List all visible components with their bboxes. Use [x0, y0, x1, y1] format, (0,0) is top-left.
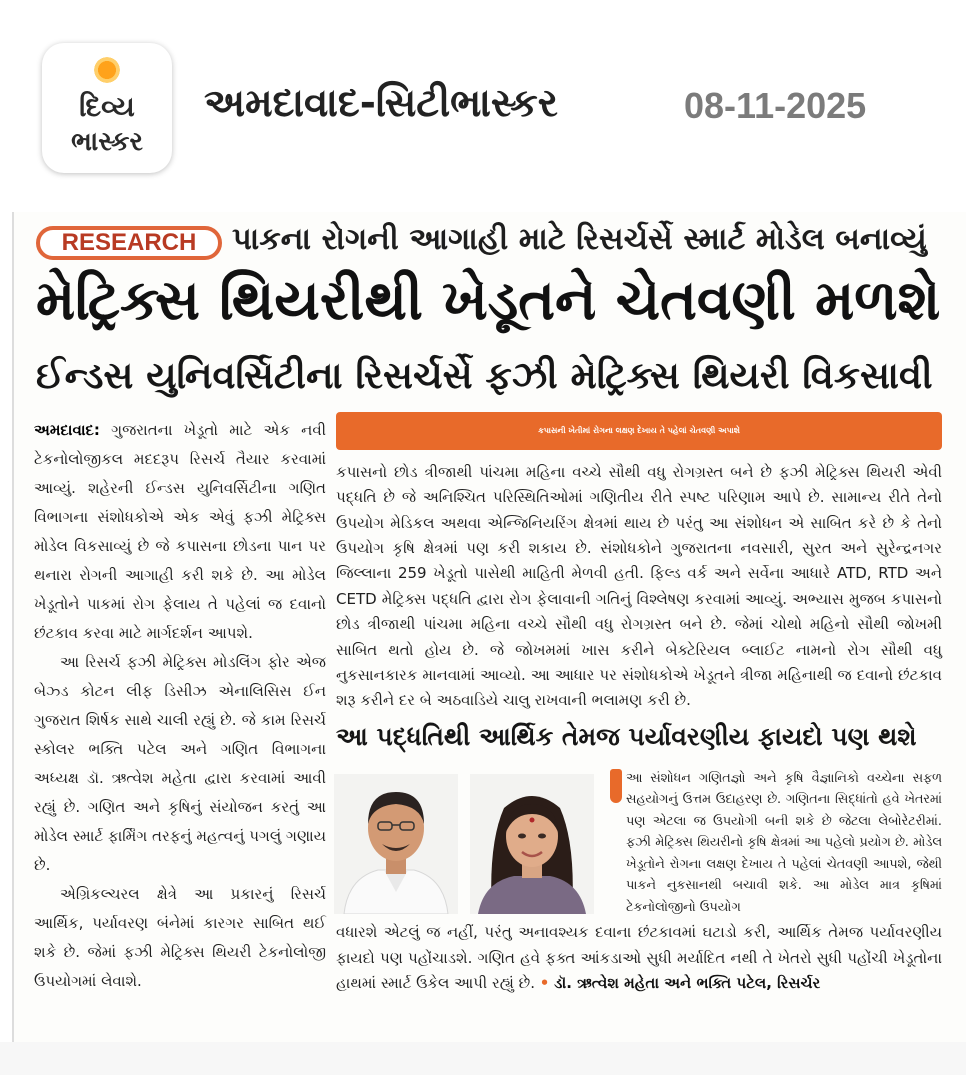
- bullet-icon: •: [539, 974, 550, 992]
- main-body-paragraph: કપાસનો છોડ ત્રીજાથી પાંચમા મહિના વચ્ચે સૌથી વધુ રોગગ્રસ્ત બને છે ફઝી મેટ્રિક્સ થિયરી એવી પદ્ધતિ છે જે અનિશ્ચિત પરિસ્થિતિઓમાં ગણિતીય રીતે સ્પષ્ટ પરિણામ આપે છે. સામાન્ય રીતે તેનો ઉપયોગ મેડિકલ અથવા એન્જિનિયરિંગ ક્ષેત્રમાં થાય છે પરંતુ આ સંશોધન એ સાબિત કરે છે કે તેનો ઉપયોગ કૃષિ ક્ષેત્રમાં પણ કરી શકાય છે. સંશોધકોને ગુજરાતના નવસારી, સુરત અને સુરેન્દ્રનગર જિલ્લાના 259 ખેડૂતો પાસેથી માહિતી મેળવી હતી. ફિલ્ડ વર્ક અને સર્વેના આધારે ATD, RTD અને CETD મેટ્રિક્સ પદ્ધતિ દ્વારા રોગ ફેલાવાની ગતિનું વિશ્લેષણ કરવામાં આવ્યું. અભ્યાસ મુજબ કપાસનો છોડ ત્રીજાથી પાંચમા મહિના વચ્ચે સૌથી વધુ રોગગ્રસ્ત બને છે. જેમાં ચોથો મહિનો સૌથી જોખમી સાબિત થતો હોય છે. જે જોખમમાં ખાસ કરીને બેક્ટેરિયલ બ્લાઈટ નામનો રોગ સૌથી વધુ નુકસાનકારક માનવામાં આવ્યો. આ આધાર પર સંશોધકોએ ખેડૂતને ત્રીજા મહિનાથી જ દવાનો છંટકાવ શરૂ કરીને દર બે અઠવાડિયે ચાલુ રાખવાની ભલામણ કરી છે.: [336, 463, 942, 710]
- researcher-photo-male: [334, 774, 458, 914]
- female-portrait-icon: [470, 774, 594, 914]
- news-clipping: [12, 212, 966, 1042]
- logo-line-2: ભાસ્કર: [71, 127, 143, 157]
- left-paragraph-2: આ રિસર્ચ ફઝી મેટ્રિક્સ મોડલિંગ ફોર એજ બેઝ્ડ કોટન લીફ ડિસીઝ એનાલિસિસ ઈન ગુજરાત શિર્ષક સાથે ચાલી રહ્યું છે. જે કામ રિસર્ચ સ્કોલર ભક્તિ પટેલ અને ગણિત વિભાગના અધ્યક્ષ ડૉ. ઋત્વેશ મહેતા દ્વારા કરવામાં આવી રહ્યું છે. ગણિત અને કૃષિનું સંયોજન કરતું આ મોડેલ સ્માર્ટ ફાર્મિંગ તરફનું મહત્વનું પગલું ગણાય છે.: [34, 653, 326, 874]
- sub-headline: ઈન્ડસ યુનિવર્સિટીના રિસર્ચર્સે ફઝી મેટ્રિક્સ થિયરી વિકસાવી: [36, 354, 933, 397]
- dateline: અમદાવાદ:: [34, 421, 100, 439]
- research-badge: RESEARCH: [36, 226, 222, 260]
- main-body: [336, 460, 942, 714]
- section-banner: કપાસની ખેતીમાં રોગના લક્ષણ દેખાય તે પહેલાં ચેતવણી અપાશે: [336, 412, 942, 450]
- researcher-photo-female: [470, 774, 594, 914]
- quote-top-text: આ સંશોધન ગણિતજ્ઞો અને કૃષિ વૈજ્ઞાનિકો વચ્ચેના સફળ સહયોગનું ઉત્તમ ઉદાહરણ છે. ગણિતના સિદ્ધાંતો હવે ખેતરમાં પણ એટલા જ ઉપયોગી બની શકે છે જેટલા લેબોરેટરીમાં. ફઝી મેટ્રિક્સ થિયરીનો કૃષિ ક્ષેત્રમાં આ પહેલો પ્રયોગ છે. મોડેલ ખેડૂતોને રોગના લક્ષણ દેખાય તે પહેલાં ચેતવણી આપશે, જેથી પાકને નુકસાનથી બચાવી શકે. આ મોડેલ માત્ર કૃષિમાં ટેકનોલોજીનો ઉપયોગ: [626, 771, 942, 915]
- left-paragraph-3: એગ્રિકલ્ચરલ ક્ષેત્રે આ પ્રકારનું રિસર્ચ આર્થિક, પર્યાવરણ બંનેમાં કારગર સાબિત થઈ શકે છે. જેમાં ફઝી મેટ્રિક્સ થિયરી ટેકનોલોજી ઉપયોગમાં લેવાશે.: [34, 885, 326, 990]
- quote-bottom-paragraph: [336, 920, 942, 997]
- screenshot-bottom-strip: [0, 1042, 966, 1075]
- quote-bottom-text: વધારશે એટલું જ નહીં, પરંતુ અનાવશ્યક દવાના છંટકાવમાં ઘટાડો કરી, આર્થિક તેમજ પર્યાવરણીય ફાયદો પણ પહોંચાડશે. ગણિત હવે ફક્ત આંકડાઓ સુધી મર્યાદિત નથી તે ખેતરો સુધી પહોંચી ખેડૂતોના હાથમાં સ્માર્ટ ઉકેલ આપી રહ્યું છે.: [336, 923, 942, 992]
- edition-name: અમદાવાદ-સિટીભાસ્કર: [204, 81, 558, 126]
- main-headline: મેટ્રિક્સ થિયરીથી ખેડૂતને ચેતવણી મળશે: [36, 268, 941, 333]
- left-paragraph-1: [34, 416, 326, 648]
- quote-marker: [610, 769, 622, 803]
- researcher-quote-top: [626, 768, 942, 918]
- male-portrait-icon: [334, 774, 458, 914]
- left-paragraph-1-text: ગુજરાતના ખેડૂતો માટે એક નવી ટેકનોલોજીકલ મદદરૂપ રિસર્ચ તૈયાર કરવામાં આવ્યું. શહેરની ઈન્ડસ યુનિવર્સિટીના ગણિત વિભાગના સંશોધકોએ એક એવું ફઝી મેટ્રિક્સ મોડેલ વિકસાવ્યું છે જે કપાસના છોડના પાન પર થનારા રોગની આગાહી કરી શકે છે. આ મોડેલ ખેડૂતોને પાકમાં રોગ ફેલાય તે પહેલાં જ દવાનો છંટકાવ કરવા માટે માર્ગદર્શન આપશે.: [34, 421, 326, 642]
- edition-date: 08-11-2025: [684, 85, 867, 126]
- logo-line-1: દિવ્ય: [79, 90, 135, 123]
- quote-attribution: ડૉ. ઋત્વેશ મહેતા અને ભક્તિ પટેલ, રિસર્ચર: [554, 974, 821, 992]
- side-heading: આ પદ્ધતિથી આર્થિક તેમજ પર્યાવરણીય ફાયદો પણ થશે: [336, 722, 917, 751]
- researcher-quote-bottom: [336, 920, 942, 997]
- divya-bhaskar-logo: [42, 43, 172, 173]
- sun-icon: [92, 55, 122, 85]
- kicker-headline: પાકના રોગની આગાહી માટે રિસર્ચર્સે સ્માર્ટ મોડેલ બનાવ્યું: [232, 222, 927, 257]
- left-column: [34, 416, 326, 996]
